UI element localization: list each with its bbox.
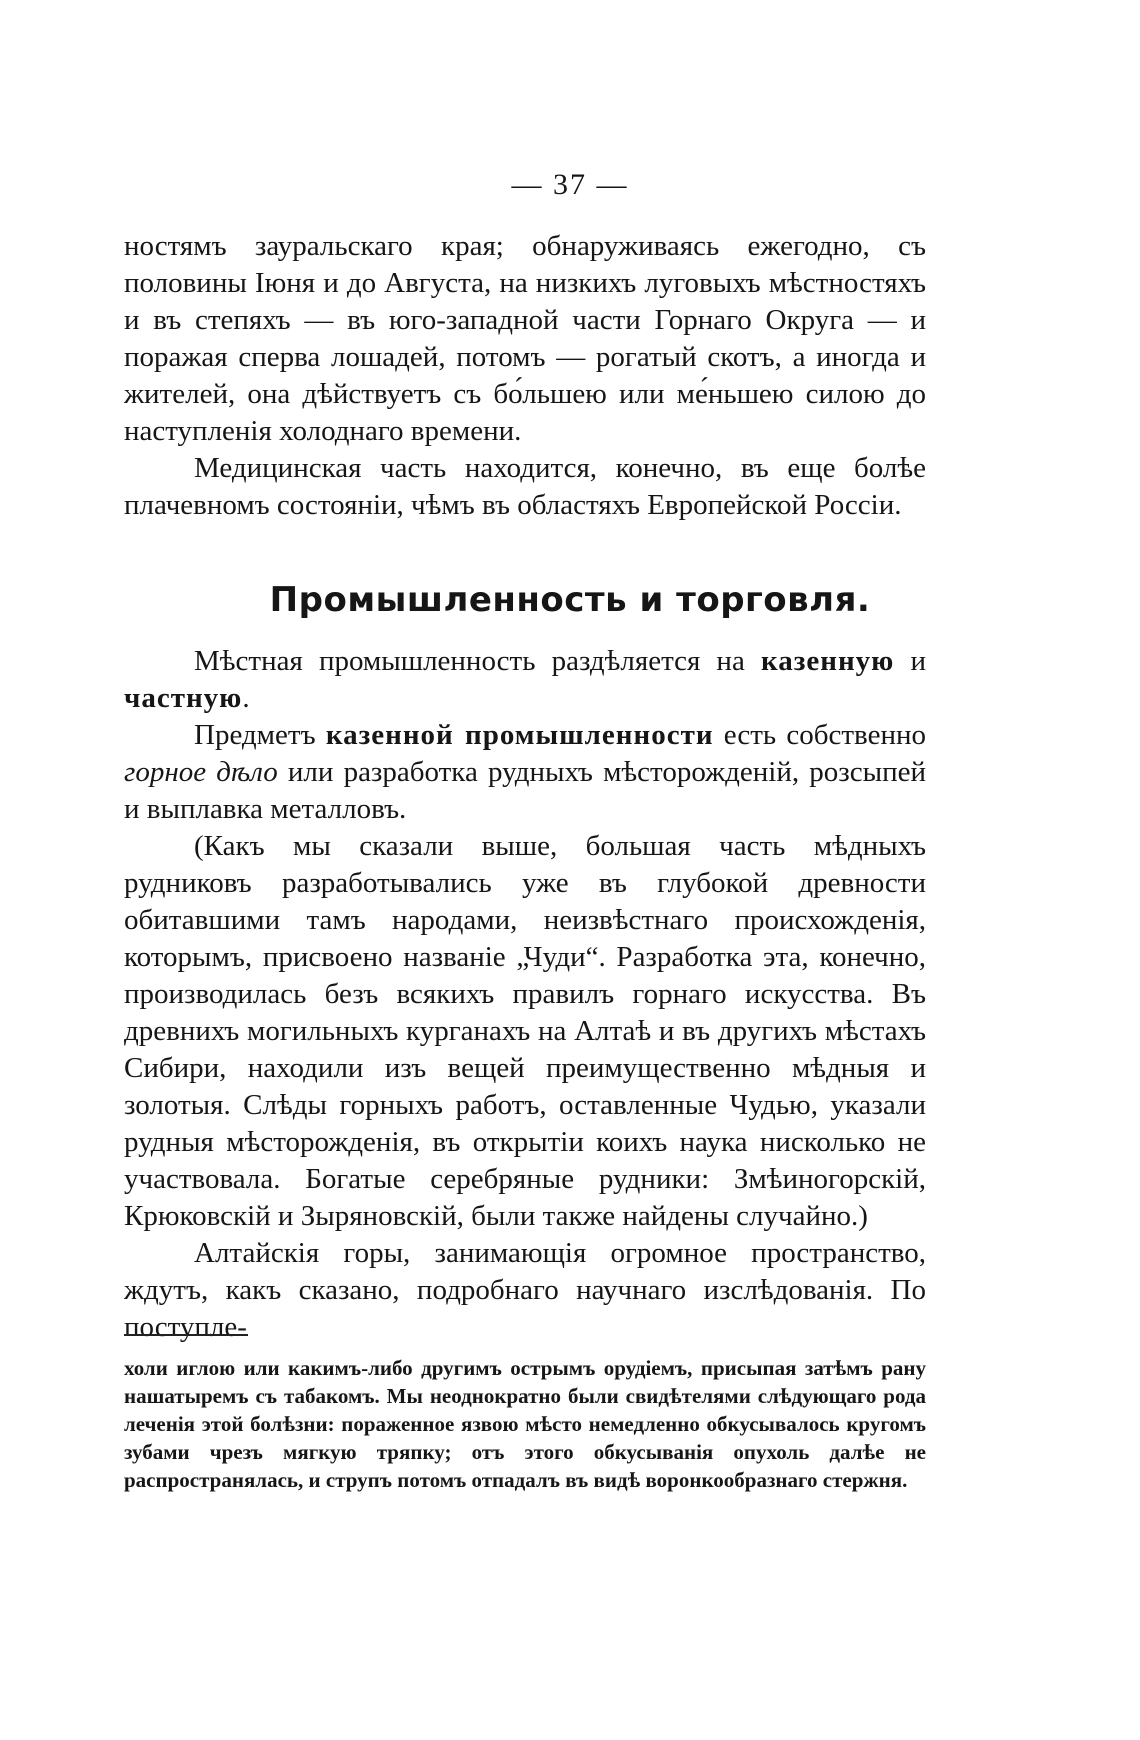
term-private: частную — [124, 682, 243, 714]
paragraph-chud-mines: (Какъ мы сказали выше, большая часть мѣдныхъ рудниковъ разработывались уже въ глубокой древности обитавшими тамъ народами, неизвѣстнаго происхожденія, которымъ, присвоено названіе „Чуди“. Разработка эта, конечно, производилась безъ всякихъ правилъ горнаго искусства. Въ древнихъ могильныхъ курганахъ на Алтаѣ и въ другихъ мѣстахъ Сибири, находили изъ вещей преимущественно мѣдныя и золотыя. Слѣды горныхъ работъ, оставленные Чудью, указали рудныя мѣсторожденія, въ открытіи коихъ наука нисколько не участвовала. Богатые серебряные рудники: Змѣиногорскій, Крюковскій и Зыряновскій, были также найдены случайно.) — [124, 830, 926, 1232]
p3-text-c: и — [894, 645, 926, 677]
term-mining: горное дѣло — [124, 756, 278, 788]
paragraph-altai-mountains: Алтайскія горы, занимающія огромное пространство, ждутъ, какъ сказано, подробнаго научнаго изслѣдованія. По поступле- — [124, 1237, 926, 1343]
paragraph-medicine: Медицинская часть находится, конечно, въ еще болѣе плачевномъ состояніи, чѣмъ въ областяхъ Европейской Россіи. — [124, 452, 926, 521]
paragraph-industry-types — [124, 643, 926, 717]
paragraph-state-industry — [124, 717, 926, 828]
p3-text-a: Мѣстная промышленность раздѣляется на — [194, 645, 761, 677]
page-number: — 37 — — [511, 168, 629, 201]
text-block-top — [124, 228, 926, 524]
footnote-text: холи иглою или какимъ-либо другимъ острымъ орудіемъ, присыпая затѣмъ рану нашатыремъ съ табакомъ. Мы неоднократно были свидѣтелями слѣдующаго рода леченія этой болѣзни: пораженное язвою мѣсто немедленно обкусывалось кругомъ зубами чрезъ мягкую тряпку; отъ этого обкусыванія опухоль далѣе не распространялась, и струпъ потомъ отпадалъ въ видѣ воронкообразнаго стержня. — [124, 1356, 926, 1492]
footnote-rule — [124, 1334, 248, 1336]
p4-text-e: или разработка рудныхъ мѣсторожденій, розсыпей и выплавка металловъ. — [124, 756, 926, 825]
term-state: казенную — [760, 645, 895, 677]
p4-text-c: есть собственно — [713, 719, 926, 751]
paragraph-continuation: ностямъ зауральскаго края; обнаруживаясь ежегодно, съ половины Іюня и до Августа, на низкихъ луговыхъ мѣстностяхъ и въ степяхъ — въ юго-западной части Горнаго Округа — и поражая сперва лошадей, потомъ — рогатый скотъ, а иногда и жителей, она дѣйствуетъ съ бо́льшею или ме́ньшею силою до наступленія холоднаго времени. — [124, 230, 926, 447]
section-heading: Промышленность и торговля. — [269, 580, 871, 620]
term-state-industry: казенной промышленности — [325, 719, 714, 751]
text-block-industry — [124, 643, 926, 1346]
p4-text-a: Предметъ — [194, 719, 326, 751]
p3-text-e: . — [242, 682, 250, 714]
